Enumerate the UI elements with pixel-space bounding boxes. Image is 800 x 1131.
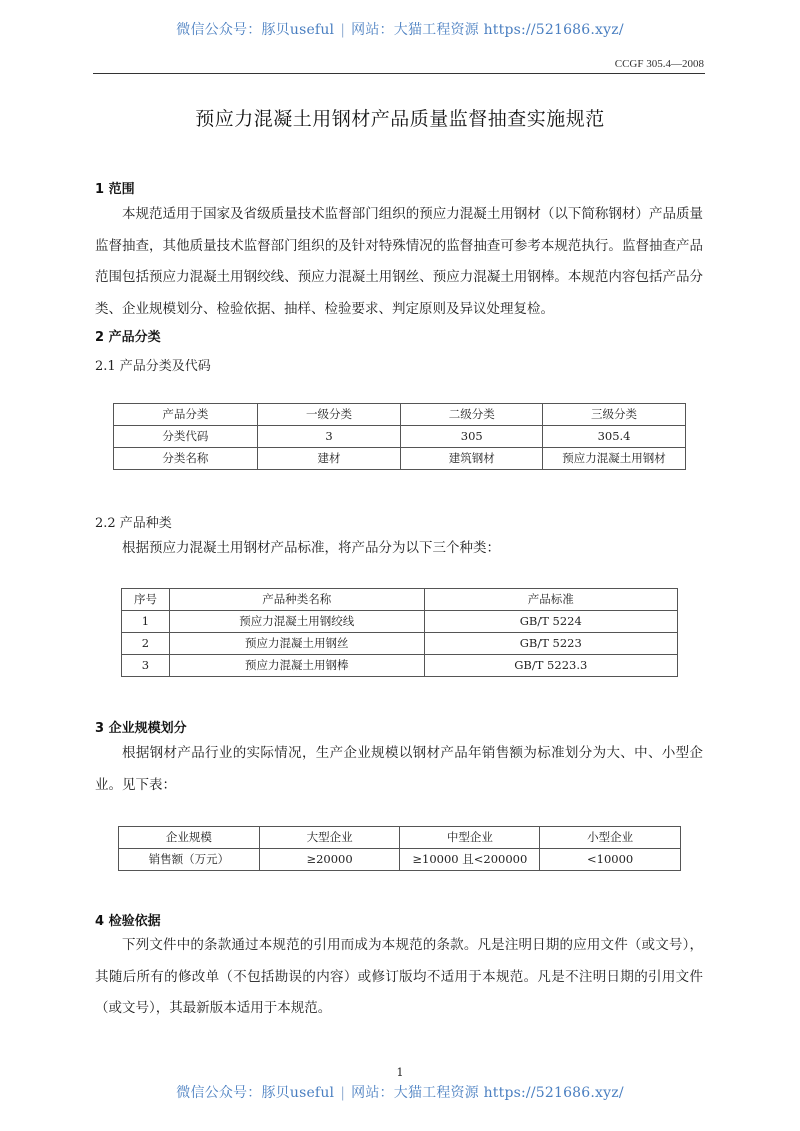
section-2-heading: 2 产品分类 [95, 330, 161, 345]
watermark-separator: | [340, 1085, 346, 1101]
table-row [122, 655, 678, 677]
watermark-website: 网站：大猫工程资源 https://521686.xyz/ [351, 22, 624, 38]
watermark-top [0, 19, 800, 39]
table-cell: ≥10000 且<200000 [400, 849, 540, 871]
section-3-heading: 3 企业规模划分 [95, 721, 187, 736]
table-cell: 分类代码 [114, 426, 258, 448]
watermark-wechat: 微信公众号：豚贝useful [176, 1085, 335, 1101]
table-cell: GB/T 5223.3 [424, 655, 677, 677]
table-cell: 销售额（万元） [119, 849, 260, 871]
table-cell: 预应力混凝土用钢丝 [169, 633, 424, 655]
page-number: 1 [396, 1066, 404, 1079]
table-cell: 预应力混凝土用钢材 [543, 448, 686, 470]
section-2-2-heading: 2.2 产品种类 [95, 516, 172, 531]
enterprise-scale-table [118, 826, 681, 871]
table-cell: 产品分类 [114, 404, 258, 426]
table-cell: 二级分类 [401, 404, 543, 426]
table-cell: 预应力混凝土用钢棒 [169, 655, 424, 677]
table-cell: 预应力混凝土用钢绞线 [169, 611, 424, 633]
product-types-table [121, 588, 678, 677]
table-row [119, 849, 681, 871]
table-row [119, 827, 681, 849]
table-row [114, 448, 686, 470]
section-4-paragraph: 下列文件中的条款通过本规范的引用而成为本规范的条款。凡是注明日期的应用文件（或文号），其随后所有的修改单（不包括勘误的内容）或修订版均不适用于本规范。凡是不注明日期的引用文件（或文号），其最新版本适用于本规范。 [95, 937, 703, 1016]
table-cell: 建筑钢材 [401, 448, 543, 470]
table-cell: 1 [122, 611, 170, 633]
table-row [114, 404, 686, 426]
page-title: 预应力混凝土用钢材产品质量监督抽查实施规范 [195, 108, 605, 130]
product-classification-table [113, 403, 686, 470]
section-4-heading: 4 检验依据 [95, 914, 161, 929]
table-cell: 三级分类 [543, 404, 686, 426]
section-1-paragraph: 本规范适用于国家及省级质量技术监督部门组织的预应力混凝土用钢材（以下简称钢材）产品质量监督抽查，其他质量技术监督部门组织的及针对特殊情况的监督抽查可参考本规范执行。监督抽查产品范围包括预应力混凝土用钢绞线、预应力混凝土用钢丝、预应力混凝土用钢棒。本规范内容包括产品分类、企业规模划分、检验依据、抽样、检验要求、判定原则及异议处理复检。 [95, 206, 703, 317]
table-cell: 2 [122, 633, 170, 655]
table-row [114, 426, 686, 448]
table-cell: 建材 [257, 448, 401, 470]
table-row [122, 589, 678, 611]
table-cell: 一级分类 [257, 404, 401, 426]
table-row [122, 633, 678, 655]
table-cell: <10000 [540, 849, 681, 871]
table-cell: 产品标准 [424, 589, 677, 611]
section-3-paragraph: 根据钢材产品行业的实际情况，生产企业规模以钢材产品年销售额为标准划分为大、中、小型企业。见下表： [95, 745, 703, 793]
watermark-separator: | [340, 22, 346, 38]
table-cell: 3 [257, 426, 401, 448]
watermark-bottom [0, 1082, 800, 1102]
table-cell: 3 [122, 655, 170, 677]
table-cell: 大型企业 [259, 827, 400, 849]
watermark-website: 网站：大猫工程资源 https://521686.xyz/ [351, 1085, 624, 1101]
table-cell: 分类名称 [114, 448, 258, 470]
table-cell: ≥20000 [259, 849, 400, 871]
table-cell: 305 [401, 426, 543, 448]
table-cell: GB/T 5224 [424, 611, 677, 633]
header-rule [93, 73, 705, 74]
table-cell: 企业规模 [119, 827, 260, 849]
table-cell: 小型企业 [540, 827, 681, 849]
section-2-1-heading: 2.1 产品分类及代码 [95, 359, 211, 374]
section-1-heading: 1 范围 [95, 182, 135, 197]
watermark-wechat: 微信公众号：豚贝useful [176, 22, 335, 38]
table-cell: GB/T 5223 [424, 633, 677, 655]
document-code: CCGF 305.4—2008 [614, 58, 704, 70]
section-2-2-paragraph: 根据预应力混凝土用钢材产品标准，将产品分为以下三个种类： [122, 540, 500, 556]
table-cell: 中型企业 [400, 827, 540, 849]
table-cell: 305.4 [543, 426, 686, 448]
table-row [122, 611, 678, 633]
table-cell: 序号 [122, 589, 170, 611]
table-cell: 产品种类名称 [169, 589, 424, 611]
